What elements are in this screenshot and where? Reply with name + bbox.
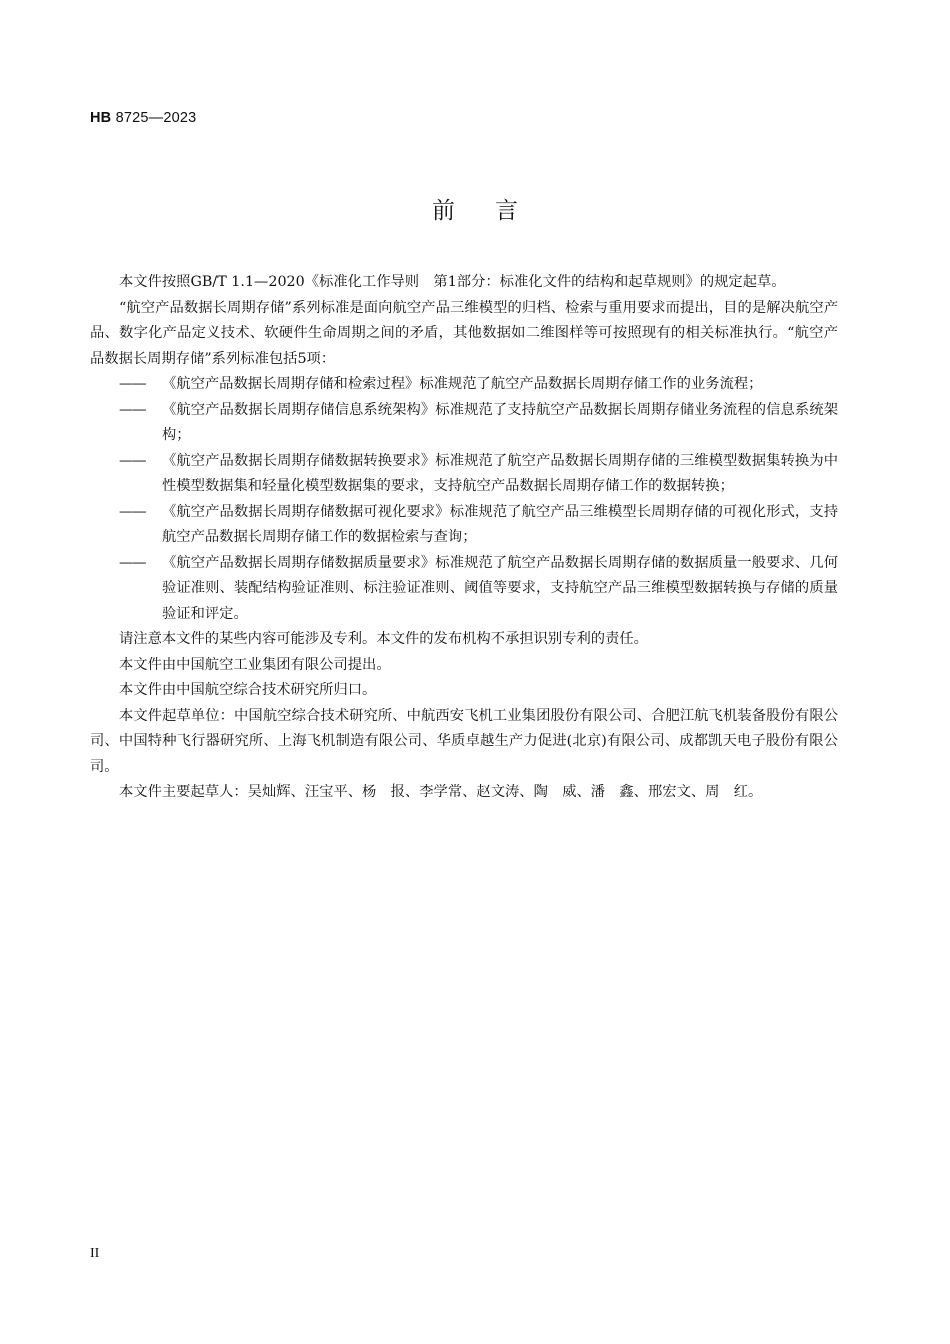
paragraph-series-intro: “航空产品数据长周期存储”系列标准是面向航空产品三维模型的归档、检索与重用要求而提出，目的是解决航空产品、数字化产品定义技术、软硬件生命周期之间的矛盾，其他数据如二维图样等可按照现有的相关标准执行。“航空产品数据长周期存储”系列标准包括5项： [90,299,838,367]
list-item [90,500,838,551]
list-item [90,449,838,500]
paragraph-drafters: 本文件主要起草人：吴灿辉、汪宝平、杨 报、李学常、赵文涛、陶 威、潘 鑫、邢宏文、周 红。 [119,784,763,800]
list-item-text: 《航空产品数据长周期存储信息系统架构》标准规范了支持航空产品数据长周期存储业务流程的信息系统架构； [162,401,838,443]
dash-marker: —— [119,376,146,392]
foreword-body [90,270,838,806]
dash-marker: —— [119,401,146,418]
page-number: II [90,1246,100,1261]
paragraph-responsible-unit: 本文件由中国航空综合技术研究所归口。 [119,682,377,698]
dash-marker: —— [119,554,146,571]
paragraph-drafting-units: 本文件起草单位：中国航空综合技术研究所、中航西安飞机工业集团股份有限公司、合肥江航飞机装备股份有限公司、中国特种飞行器研究所、上海飞机制造有限公司、华质卓越生产力促进(北京)有限公司、成都凯天电子股份有限公司。 [90,707,838,775]
dash-marker: —— [119,503,146,520]
dash-marker: —— [119,452,146,469]
page-title: 前言 [432,198,558,224]
series-standards-list [90,372,838,627]
standard-number: 8725—2023 [115,110,197,126]
paragraph-patent-notice: 请注意本文件的某些内容可能涉及专利。本文件的发布机构不承担识别专利的责任。 [119,631,648,647]
standard-prefix: HB [90,110,112,126]
list-item-text: 《航空产品数据长周期存储数据可视化要求》标准规范了航空产品三维模型长周期存储的可视化形式，支持航空产品数据长周期存储工作的数据检索与查询； [162,503,838,545]
list-item-text: 《航空产品数据长周期存储数据转换要求》标准规范了航空产品数据长周期存储的三维模型数据集转换为中性模型数据集和轻量化模型数据集的要求，支持航空产品数据长周期存储工作的数据转换； [162,452,838,494]
standard-code [90,110,196,126]
list-item-text: 《航空产品数据长周期存储和检索过程》标准规范了航空产品数据长周期存储工作的业务流程； [162,376,763,392]
list-item [90,372,838,398]
list-item [90,398,838,449]
list-item [90,551,838,628]
list-item-text: 《航空产品数据长周期存储数据质量要求》标准规范了航空产品数据长周期存储的数据质量一般要求、几何验证准则、装配结构验证准则、标注验证准则、阈值等要求，支持航空产品三维模型数据转换与存储的质量验证和评定。 [162,554,838,622]
paragraph-drafting-basis: 本文件按照GB/T 1.1—2020《标准化工作导则 第1部分：标准化文件的结构和起草规则》的规定起草。 [119,274,786,290]
paragraph-proposer: 本文件由中国航空工业集团有限公司提出。 [119,656,391,673]
